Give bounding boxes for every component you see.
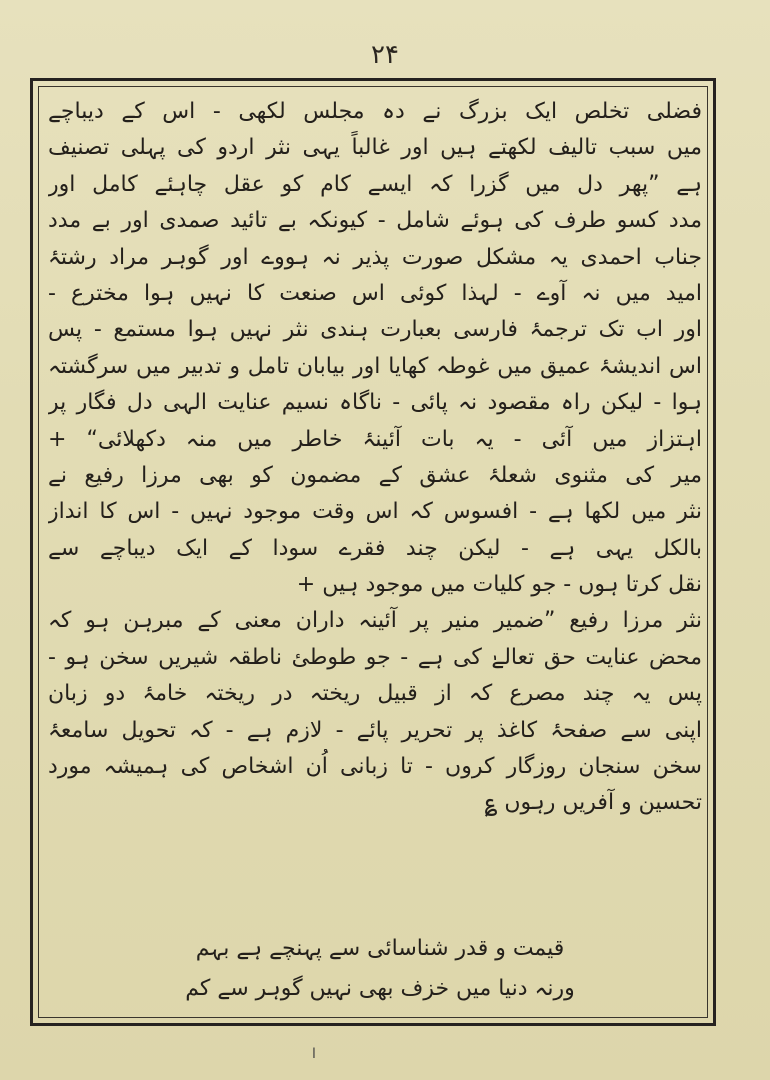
page-number: ۲۴ — [371, 40, 399, 70]
text-line: اپنی سے صفحۂ کاغذ پر تحریر پائے - لازم ہے - کہ تحویل سامعۂ — [48, 717, 702, 743]
text-line: میں سبب تالیف لکھتے ہیں اور غالباً یہی نثر اردو کی پہلی تصنیف — [48, 135, 702, 161]
body-text — [48, 94, 702, 822]
bottom-mark: ا — [312, 1046, 316, 1062]
text-line: تحسین و آفریں رہوں ؏ — [484, 790, 702, 816]
text-line: نثر میں لکھا ہے - افسوس کہ اس وقت موجود نہیں - اس کا انداز — [48, 499, 702, 525]
text-line: ہے ”پھر دل میں گزرا کہ ایسے کام کو عقل چاہئے کامل اور — [48, 171, 702, 197]
verse-line: قیمت و قدر شناسائی سے پہنچے ہے بہم — [195, 936, 565, 961]
text-line: اہتزاز میں آئی - یہ بات آئینۂ خاطر میں منہ دکھلائی“ + — [48, 426, 702, 452]
text-line: پس یہ چند مصرع کہ از قبیل ریختہ در ریختہ خامۂ دو زبان — [48, 681, 702, 707]
text-line: سخن سنجان روزگار کروں - تا زبانی اُن اشخاص کی ہمیشہ مورد — [48, 754, 702, 780]
text-line: فضلی تخلص ایک بزرگ نے دہ مجلس لکھی - اس کے دیباچے — [48, 99, 702, 124]
text-line: مدد کسو طرف کی ہوئے شامل - کیونکہ بے تائید صمدی اور بے مدد — [48, 208, 702, 234]
text-line: اور اب تک ترجمۂ فارسی بعبارت ہندی نثر نہیں ہوا مستمع - پس — [48, 317, 702, 343]
text-line: میر کی مثنوی شعلۂ عشق کے مضمون کو بھی مرزا رفیع نے — [48, 462, 702, 488]
text-line: بالکل یہی ہے - لیکن چند فقرے سودا کے ایک دیباچے سے — [48, 535, 702, 561]
text-line: نثر مرزا رفیع ”ضمیر منیر پر آئینہ داران معنی کے مبرہن ہو کہ — [48, 608, 702, 634]
text-line: جناب احمدی یہ مشکل صورت پذیر نہ ہووے اور گوہر مراد رشتۂ — [48, 244, 702, 270]
text-line: ہوا - لیکن راہ مقصود نہ پائی - ناگاہ نسیم عنایت الہی دل فگار پر — [48, 390, 702, 416]
text-line: امید میں نہ آوے - لہذا کوئی اس صنعت کا نہیں ہوا مخترع - — [48, 280, 702, 306]
text-line: محض عنایت حق تعالےٰ کی ہے - جو طوطئ ناطقہ شیریں سخن ہو - — [48, 644, 702, 670]
verse-line: ورنہ دنیا میں خزف بھی نہیں گوہر سے کم — [185, 976, 575, 1001]
text-line: نقل کرتا ہوں - جو کلیات میں موجود ہیں + — [296, 572, 702, 598]
text-line: اس اندیشۂ عمیق میں غوطہ کھایا اور بیابان تامل و تدبیر میں سرگشتہ — [48, 353, 702, 379]
